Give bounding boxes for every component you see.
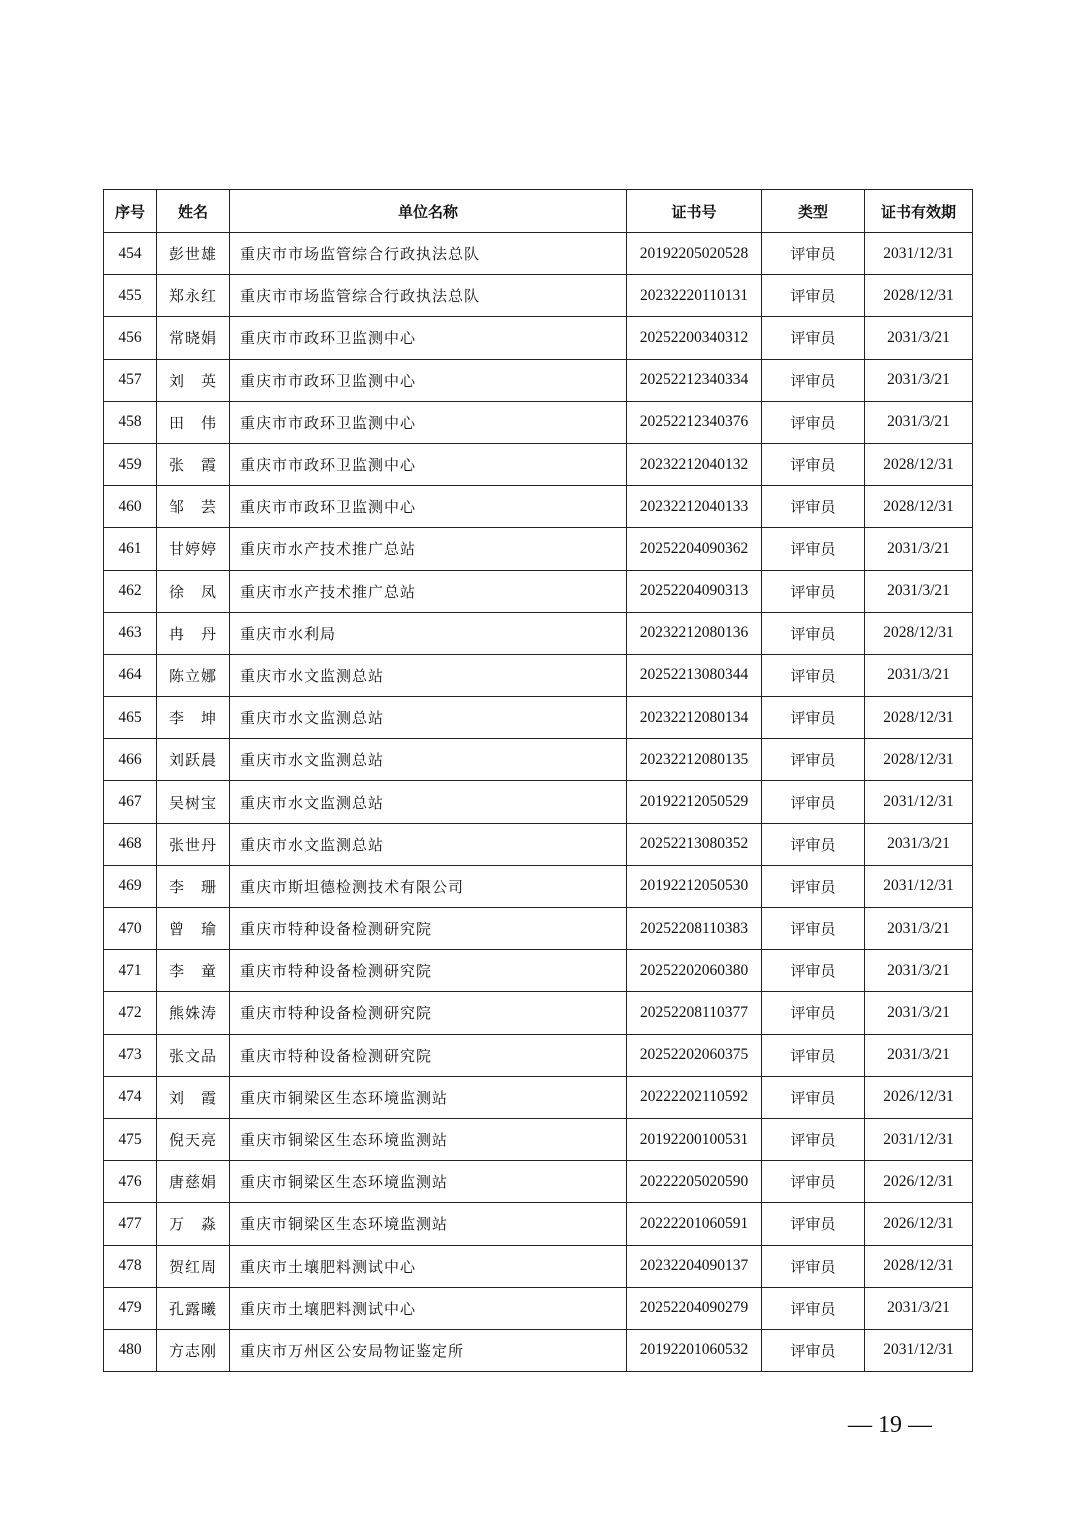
cell-type: 评审员 <box>762 992 865 1034</box>
table-row <box>104 1329 973 1371</box>
cell-serial: 474 <box>104 1076 157 1118</box>
cell-serial: 466 <box>104 739 157 781</box>
cell-name: 彭世雄 <box>157 233 230 275</box>
cell-unit: 重庆市铜梁区生态环境监测站 <box>230 1203 627 1245</box>
cell-validity: 2028/12/31 <box>865 612 973 654</box>
cell-name: 陈立娜 <box>157 654 230 696</box>
cell-validity: 2028/12/31 <box>865 1245 973 1287</box>
header-type: 类型 <box>762 190 865 233</box>
cell-validity: 2031/3/21 <box>865 359 973 401</box>
cell-unit: 重庆市水文监测总站 <box>230 739 627 781</box>
cell-name: 倪天亮 <box>157 1118 230 1160</box>
cell-unit: 重庆市市政环卫监测中心 <box>230 317 627 359</box>
cell-serial: 476 <box>104 1161 157 1203</box>
cell-name: 郑永红 <box>157 275 230 317</box>
table-row <box>104 570 973 612</box>
cell-validity: 2031/3/21 <box>865 654 973 696</box>
cell-serial: 462 <box>104 570 157 612</box>
cell-validity: 2031/12/31 <box>865 1118 973 1160</box>
table-row <box>104 697 973 739</box>
table-row <box>104 317 973 359</box>
cell-name: 常晓娟 <box>157 317 230 359</box>
cell-validity: 2028/12/31 <box>865 443 973 485</box>
cell-cert-no: 20232204090137 <box>627 1245 762 1287</box>
cell-name: 甘婷婷 <box>157 528 230 570</box>
table-row <box>104 1287 973 1329</box>
cell-cert-no: 20252208110383 <box>627 908 762 950</box>
cell-name: 孔露曦 <box>157 1287 230 1329</box>
cell-unit: 重庆市市场监管综合行政执法总队 <box>230 275 627 317</box>
cell-cert-no: 20192200100531 <box>627 1118 762 1160</box>
cell-serial: 464 <box>104 654 157 696</box>
table-row <box>104 1034 973 1076</box>
cell-cert-no: 20192205020528 <box>627 233 762 275</box>
cell-type: 评审员 <box>762 908 865 950</box>
table-row <box>104 359 973 401</box>
table-row <box>104 1118 973 1160</box>
cell-serial: 471 <box>104 950 157 992</box>
cell-cert-no: 20252204090279 <box>627 1287 762 1329</box>
cell-type: 评审员 <box>762 275 865 317</box>
cell-type: 评审员 <box>762 865 865 907</box>
cell-name: 熊姝涛 <box>157 992 230 1034</box>
cell-name: 张世丹 <box>157 823 230 865</box>
cell-serial: 455 <box>104 275 157 317</box>
cell-unit: 重庆市水产技术推广总站 <box>230 528 627 570</box>
cell-cert-no: 20232212040132 <box>627 443 762 485</box>
cell-validity: 2026/12/31 <box>865 1076 973 1118</box>
table-row <box>104 865 973 907</box>
cell-unit: 重庆市市政环卫监测中心 <box>230 443 627 485</box>
cell-unit: 重庆市土壤肥料测试中心 <box>230 1287 627 1329</box>
cell-serial: 454 <box>104 233 157 275</box>
cell-type: 评审员 <box>762 950 865 992</box>
cell-serial: 480 <box>104 1329 157 1371</box>
cell-cert-no: 20252202060375 <box>627 1034 762 1076</box>
cell-cert-no: 20232212080136 <box>627 612 762 654</box>
table-row <box>104 1245 973 1287</box>
cell-validity: 2031/3/21 <box>865 1287 973 1329</box>
cell-validity: 2031/3/21 <box>865 908 973 950</box>
table-row <box>104 275 973 317</box>
cell-cert-no: 20252204090313 <box>627 570 762 612</box>
table-row <box>104 1203 973 1245</box>
cell-validity: 2028/12/31 <box>865 275 973 317</box>
cell-serial: 473 <box>104 1034 157 1076</box>
cell-cert-no: 20232212080134 <box>627 697 762 739</box>
cell-validity: 2028/12/31 <box>865 486 973 528</box>
cell-name: 曾 瑜 <box>157 908 230 950</box>
cell-serial: 457 <box>104 359 157 401</box>
cell-serial: 467 <box>104 781 157 823</box>
cell-unit: 重庆市斯坦德检测技术有限公司 <box>230 865 627 907</box>
cell-serial: 459 <box>104 443 157 485</box>
table-row <box>104 528 973 570</box>
cell-name: 田 伟 <box>157 401 230 443</box>
header-serial: 序号 <box>104 190 157 233</box>
cell-serial: 465 <box>104 697 157 739</box>
cell-serial: 458 <box>104 401 157 443</box>
header-cert-no: 证书号 <box>627 190 762 233</box>
cell-validity: 2028/12/31 <box>865 697 973 739</box>
cell-validity: 2028/12/31 <box>865 739 973 781</box>
cell-validity: 2031/3/21 <box>865 1034 973 1076</box>
cell-cert-no: 20222205020590 <box>627 1161 762 1203</box>
cell-type: 评审员 <box>762 570 865 612</box>
cell-serial: 479 <box>104 1287 157 1329</box>
table-row <box>104 1076 973 1118</box>
cell-validity: 2026/12/31 <box>865 1203 973 1245</box>
cell-unit: 重庆市水文监测总站 <box>230 697 627 739</box>
cell-unit: 重庆市水文监测总站 <box>230 654 627 696</box>
cell-unit: 重庆市市场监管综合行政执法总队 <box>230 233 627 275</box>
cell-name: 邹 芸 <box>157 486 230 528</box>
table-row <box>104 401 973 443</box>
cell-unit: 重庆市万州区公安局物证鉴定所 <box>230 1329 627 1371</box>
cell-serial: 472 <box>104 992 157 1034</box>
cell-validity: 2026/12/31 <box>865 1161 973 1203</box>
cell-type: 评审员 <box>762 1245 865 1287</box>
cell-unit: 重庆市铜梁区生态环境监测站 <box>230 1076 627 1118</box>
cell-type: 评审员 <box>762 528 865 570</box>
cell-type: 评审员 <box>762 359 865 401</box>
cell-unit: 重庆市市政环卫监测中心 <box>230 359 627 401</box>
cell-name: 贺红周 <box>157 1245 230 1287</box>
cell-unit: 重庆市水利局 <box>230 612 627 654</box>
table-row <box>104 950 973 992</box>
cell-type: 评审员 <box>762 317 865 359</box>
cell-type: 评审员 <box>762 654 865 696</box>
cell-name: 万 淼 <box>157 1203 230 1245</box>
cell-type: 评审员 <box>762 612 865 654</box>
cell-unit: 重庆市水文监测总站 <box>230 781 627 823</box>
cell-name: 唐慈娟 <box>157 1161 230 1203</box>
cell-name: 张文品 <box>157 1034 230 1076</box>
cell-name: 刘跃晨 <box>157 739 230 781</box>
table-header-row <box>104 190 973 233</box>
cell-unit: 重庆市铜梁区生态环境监测站 <box>230 1161 627 1203</box>
cell-validity: 2031/3/21 <box>865 317 973 359</box>
cell-unit: 重庆市市政环卫监测中心 <box>230 401 627 443</box>
cell-name: 李 童 <box>157 950 230 992</box>
cell-type: 评审员 <box>762 233 865 275</box>
cell-serial: 477 <box>104 1203 157 1245</box>
cell-name: 李 珊 <box>157 865 230 907</box>
cell-cert-no: 20192212050530 <box>627 865 762 907</box>
cell-type: 评审员 <box>762 739 865 781</box>
cell-cert-no: 20232220110131 <box>627 275 762 317</box>
cell-unit: 重庆市特种设备检测研究院 <box>230 908 627 950</box>
reviewer-roster-table <box>103 189 973 1372</box>
cell-validity: 2031/3/21 <box>865 401 973 443</box>
table-row <box>104 992 973 1034</box>
cell-unit: 重庆市铜梁区生态环境监测站 <box>230 1118 627 1160</box>
cell-cert-no: 20232212080135 <box>627 739 762 781</box>
cell-type: 评审员 <box>762 401 865 443</box>
header-validity: 证书有效期 <box>865 190 973 233</box>
cell-unit: 重庆市土壤肥料测试中心 <box>230 1245 627 1287</box>
cell-cert-no: 20222201060591 <box>627 1203 762 1245</box>
table-row <box>104 739 973 781</box>
table-row <box>104 443 973 485</box>
cell-type: 评审员 <box>762 1076 865 1118</box>
table-row <box>104 823 973 865</box>
table-row <box>104 233 973 275</box>
table-row <box>104 486 973 528</box>
cell-name: 方志刚 <box>157 1329 230 1371</box>
cell-validity: 2031/12/31 <box>865 781 973 823</box>
cell-cert-no: 20252208110377 <box>627 992 762 1034</box>
cell-validity: 2031/3/21 <box>865 992 973 1034</box>
table-row <box>104 1161 973 1203</box>
cell-serial: 463 <box>104 612 157 654</box>
cell-type: 评审员 <box>762 1329 865 1371</box>
cell-type: 评审员 <box>762 697 865 739</box>
cell-validity: 2031/3/21 <box>865 570 973 612</box>
cell-serial: 461 <box>104 528 157 570</box>
cell-type: 评审员 <box>762 1118 865 1160</box>
cell-cert-no: 20222202110592 <box>627 1076 762 1118</box>
cell-name: 刘 霞 <box>157 1076 230 1118</box>
cell-type: 评审员 <box>762 1287 865 1329</box>
cell-unit: 重庆市特种设备检测研究院 <box>230 950 627 992</box>
cell-name: 刘 英 <box>157 359 230 401</box>
cell-cert-no: 20252212340334 <box>627 359 762 401</box>
table-row <box>104 612 973 654</box>
cell-name: 吴树宝 <box>157 781 230 823</box>
cell-type: 评审员 <box>762 486 865 528</box>
cell-cert-no: 20252213080352 <box>627 823 762 865</box>
cell-validity: 2031/12/31 <box>865 865 973 907</box>
cell-cert-no: 20252212340376 <box>627 401 762 443</box>
header-name: 姓名 <box>157 190 230 233</box>
cell-type: 评审员 <box>762 1161 865 1203</box>
cell-cert-no: 20252204090362 <box>627 528 762 570</box>
cell-cert-no: 20252200340312 <box>627 317 762 359</box>
cell-unit: 重庆市特种设备检测研究院 <box>230 1034 627 1076</box>
cell-type: 评审员 <box>762 823 865 865</box>
cell-cert-no: 20192212050529 <box>627 781 762 823</box>
cell-unit: 重庆市特种设备检测研究院 <box>230 992 627 1034</box>
cell-serial: 460 <box>104 486 157 528</box>
cell-name: 李 坤 <box>157 697 230 739</box>
cell-serial: 468 <box>104 823 157 865</box>
cell-validity: 2031/12/31 <box>865 1329 973 1371</box>
cell-validity: 2031/3/21 <box>865 950 973 992</box>
cell-name: 冉 丹 <box>157 612 230 654</box>
page-number: — 19 — <box>848 1412 932 1438</box>
cell-validity: 2031/3/21 <box>865 823 973 865</box>
table-body <box>104 233 973 1372</box>
cell-type: 评审员 <box>762 1203 865 1245</box>
header-unit: 单位名称 <box>230 190 627 233</box>
cell-cert-no: 20192201060532 <box>627 1329 762 1371</box>
cell-type: 评审员 <box>762 781 865 823</box>
cell-cert-no: 20252213080344 <box>627 654 762 696</box>
cell-unit: 重庆市水产技术推广总站 <box>230 570 627 612</box>
cell-name: 徐 凤 <box>157 570 230 612</box>
cell-serial: 469 <box>104 865 157 907</box>
cell-type: 评审员 <box>762 1034 865 1076</box>
table-row <box>104 908 973 950</box>
cell-serial: 475 <box>104 1118 157 1160</box>
cell-unit: 重庆市水文监测总站 <box>230 823 627 865</box>
cell-cert-no: 20252202060380 <box>627 950 762 992</box>
cell-type: 评审员 <box>762 443 865 485</box>
cell-serial: 470 <box>104 908 157 950</box>
table-row <box>104 654 973 696</box>
cell-serial: 478 <box>104 1245 157 1287</box>
table-row <box>104 781 973 823</box>
cell-unit: 重庆市市政环卫监测中心 <box>230 486 627 528</box>
cell-name: 张 霞 <box>157 443 230 485</box>
cell-validity: 2031/12/31 <box>865 233 973 275</box>
cell-serial: 456 <box>104 317 157 359</box>
cell-validity: 2031/3/21 <box>865 528 973 570</box>
cell-cert-no: 20232212040133 <box>627 486 762 528</box>
